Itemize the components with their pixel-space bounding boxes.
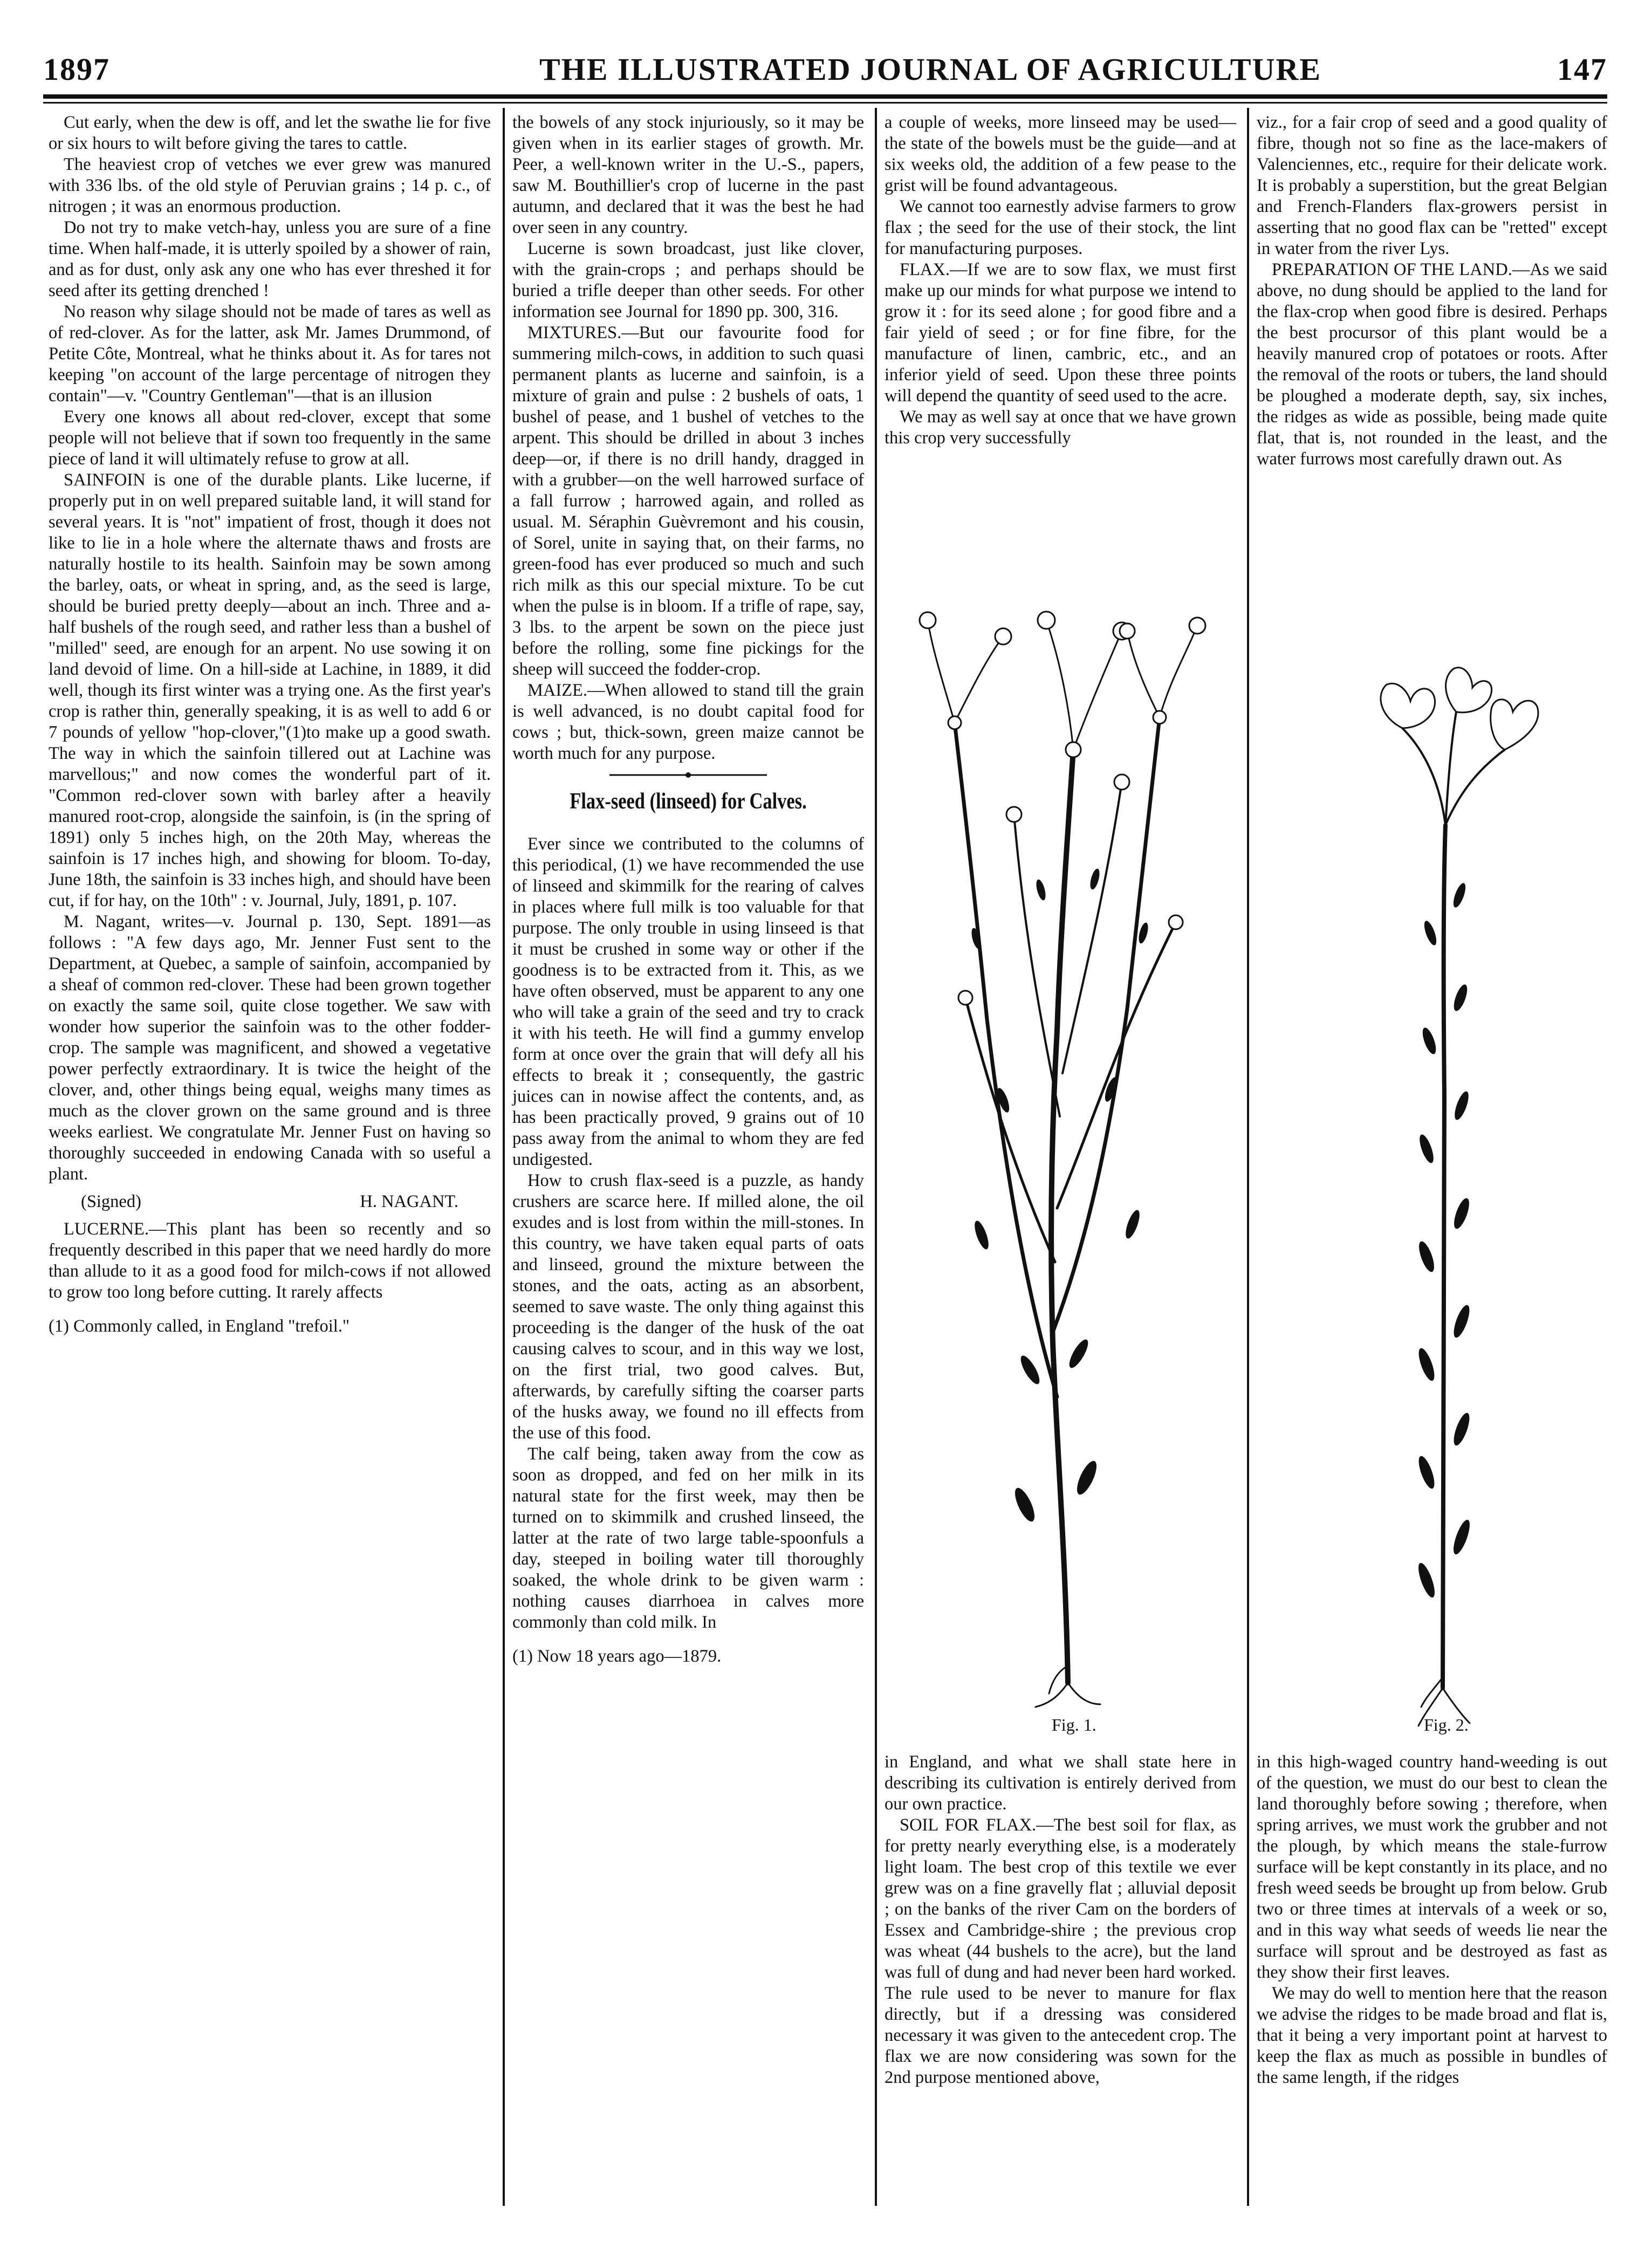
paragraph: viz., for a fair crop of seed and a good quality of fibre, though not so fine as the lace-makers of Valenciennes, etc., require for their delicate work. It is probably a superstition, but the great Belgian and French-Flanders flax-growers persist in asserting that no good flax can be "retted" except in water from the river Lys. [1257, 113, 1607, 258]
footnote: (1) Commonly called, in England "trefoil." [49, 1316, 350, 1336]
paragraph: FLAX.—If we are to sow flax, we must first make up our minds for what purpose we intend to grow it : for its seed alone ; for good fibre and a fair yield of seed ; or for fine fibre, for the manufacture of linen, cambric, etc., and an inferior yield of seed. Upon these three points will depend the quantity of seed used to the acre. [885, 260, 1236, 406]
column-4-top [1257, 112, 1607, 470]
page-number: 147 [1557, 52, 1607, 87]
paragraph: the bowels of any stock injuriously, so it may be given when in its earlier stages of growth. Mr. Peer, a well-known writer in the U.-S., papers, saw M. Bouthillier's crop of lucerne in the past autumn, and declared that it was the best he had over seen in any country. [512, 113, 864, 237]
column-rule-1 [503, 108, 505, 2206]
signature-line [49, 1185, 491, 1219]
paragraph: a couple of weeks, more linseed may be used—the state of the bowels must be the guide—and at six weeks old, the addition of a few pease to the grist will be found advantageous. [885, 113, 1236, 195]
header-rule-thick [43, 94, 1607, 99]
ornament-rule [512, 764, 864, 786]
signed-label: (Signed) [81, 1192, 141, 1211]
journal-title: THE ILLUSTRATED JOURNAL OF AGRICULTURE [539, 52, 1322, 87]
section-ornament [512, 764, 864, 786]
paragraph: The calf being, taken away from the cow as soon as dropped, and fed on her milk in its natural state for the first week, may then be turned on to skimmilk and crushed linseed, the latter at the rate of two large table-spoonfuls a day, steeped in boiling water till thoroughly soaked, the whole drink to be given warm : nothing causes diarrhoea in calves more commonly than cold milk. In [512, 1444, 864, 1632]
figure-1-caption: Fig. 1. [1052, 1715, 1096, 1734]
paragraph: in England, and what we shall state here in describing its cultivation is entirely derived from our own practice. [885, 1752, 1236, 1814]
paragraph: Do not try to make vetch-hay, unless you are sure of a fine time. When half-made, it is utterly spoiled by a shower of rain, and as for dust, only ask any one who has ever threshed it for seed after its getting drenched ! [49, 218, 491, 300]
article-title: Flax-seed (linseed) for Calves. [570, 789, 807, 814]
paragraph: MIXTURES.—But our favourite food for summering milch-cows, in addition to such quasi permanent plants as lucerne and sainfoin, is a mixture of grain and pulse : 2 bushels of oats, 1 bushel of pease, and 1 bushel of vetches to the arpent. This should be drilled in about 3 inches deep—or, if there is no drill handy, dragged in with a grubber—on the well harrowed surface of a fall furrow ; harrowed again, and rolled as usual. M. Séraphin Guèvremont and his cousin, of Sorel, unite in saying that, on their farms, no green-food has ever produced so much and such rich milk as this our special mixture. To be cut when the pulse is in bloom. If a trifle of rape, say, 3 lbs. to the arpent be sown on the piece just before the rolling, some fine pickings for the sheep will succeed the fodder-crop. [512, 323, 864, 679]
paragraph: SAINFOIN is one of the durable plants. Like lucerne, if properly put in on well prepared suitable land, it will stand for several years. It is "not" impatient of frost, though it does not like to lie in a hole where the alternate thaws and frosts are naturally hostile to its health. Sainfoin may be sown among the barley, oats, or wheat in spring, and, as the seed is large, should be buried pretty deeply—about an inch. Three and a-half bushels of the rough seed, and rather less than a bushel of "milled" seed, are enough for an arpent. No use sowing it on land devoid of lime. On a hill-side at Lachine, in 1889, it did well, though its first winter was a trying one. As the first year's crop is rather thin, generally speaking, it is as well to add 6 or 7 pounds of yellow "hop-clover,"(1)to make up a good swath. The way in which the sainfoin tillered out at Lachine was marvellous;" and now comes the wonderful part of it. "Common red-clover sown with barley after a heavily manured root-crop, alongside the sainfoin, is (in the spring of 1891) only 5 inches high, on the 20th May, whereas the sainfoin is 17 inches high, and showing for bloom. To-day, June 18th, the sainfoin is 33 inches high, and should have been cut, if for hay, on the 10th" : v. Journal, July, 1891, p. 107. [49, 470, 491, 910]
paragraph: No reason why silage should not be made of tares as well as of red-clover. As for the latter, ask Mr. James Drummond, of Petite Côte, Montreal, what he thinks about it. As for tares not keeping "on account of the large percentage of nitrogen they contain"—v. "Country Gentleman"—that is an illusion [49, 302, 491, 406]
paragraph: LUCERNE.—This plant has been so recently and so frequently described in this paper that we need hardly do more than allude to it as a good food for milch-cows if not allowed to grow too long before cutting. It rarely affects [49, 1219, 491, 1302]
paragraph: PREPARATION OF THE LAND.—As we said above, no dung should be applied to the land for the flax-crop when good fibre is desired. Perhaps the best procursor of this plant would be a heavily manured crop of potatoes or roots. After the removal of the roots or tubers, the land should be ploughed a moderate depth, say, six inches, the ridges as wide as possible, being made quite flat, that is, not rounded in the least, and the water furrows most carefully drawn out. As [1257, 260, 1607, 469]
flax-plant-figure-1 [895, 588, 1240, 1710]
header-year: 1897 [43, 52, 110, 87]
paragraph: Ever since we contributed to the columns of this periodical, (1) we have recommended the use of linseed and skimmilk for the rearing of calves in places where full milk is too valuable for that purpose. The only trouble in using linseed is that it must be crushed in some way or other if the goodness is to be extracted from it. This, as we have often observed, must be apparent to any one who will take a grain of the seed and try to crack it with his teeth. He will find a gummy envelop form at once over the grain that will defy all his effects to break it ; consequently, the gastric juices can in nowise affect the contents, and, as has been practically proved, 9 grains out of 10 pass away from the animal to whom they are fed undigested. [512, 834, 864, 1169]
paragraph: How to crush flax-seed is a puzzle, as handy crushers are scarce here. If milled alone, the oil exudes and is lost from within the mill-stones. In this country, we have taken equal parts of oats and linseed, ground the mixture between the stones, and the oats, acting as an absorbent, seemed to save waste. The only thing against this proceeding is the danger of the husk of the oat causing calves to scour, and in this way we lost, on the first trial, two good calves. But, afterwards, by carefully sifting the coarser parts of the husks away, we found no ill effects from the use of this food. [512, 1171, 864, 1443]
paragraph: Cut early, when the dew is off, and let the swathe lie for five or six hours to wilt before giving the tares to cattle. [49, 113, 491, 153]
header-rule-thin [43, 102, 1607, 104]
column-1 [49, 112, 491, 1337]
paragraph: We may do well to mention here that the reason we advise the ridges to be made broad and flat is, that it being a very important point at harvest to keep the flax as much as possible in bundles of the same length, if the ridges [1257, 1984, 1607, 2087]
paragraph: MAIZE.—When allowed to stand till the grain is well advanced, is no doubt capital food for cows ; but, thick-sown, green maize cannot be worth much for any purpose. [512, 681, 864, 763]
column-3-bottom [885, 1752, 1236, 2088]
flax-plant-figure-2 [1316, 663, 1569, 1731]
column-2 [512, 112, 864, 1667]
figure-2-caption: Fig. 2. [1424, 1715, 1469, 1734]
paragraph: We may as well say at once that we have grown this crop very successfully [885, 407, 1236, 448]
paragraph: M. Nagant, writes—v. Journal p. 130, Sept. 1891—as follows : "A few days ago, Mr. Jenner Fust sent to the Department, at Quebec, a sample of sainfoin, accompanied by a sheaf of common red-clover. These had been grown together on exactly the same soil, quite close together. We saw with wonder how superior the sainfoin was to the other fodder-crop. The sample was magnificent, and showed a vegetative power perfectly extraordinary. It is twice the height of the clover, and, other things being equal, weighs many times as much as the clover grown on the same ground and is three weeks earliest. We congratulate Mr. Jenner Fust on having so thoroughly succeeded in endowing Canada with so useful a plant. [49, 912, 491, 1184]
paragraph: The heaviest crop of vetches we ever grew was manured with 336 lbs. of the old style of Peruvian grains ; 14 p. c., of nitrogen ; it was an enormous production. [49, 155, 491, 216]
paragraph: SOIL FOR FLAX.—The best soil for flax, as for pretty nearly everything else, is a moderately light loam. The best crop of this textile we ever grew was on a fine gravelly flat ; alluvial deposit ; on the banks of the river Cam on the borders of Essex and Cambridge-shire ; the previous crop was wheat (44 bushels to the acre), but the land was full of dung and had never been hard worked. The rule used to be never to manure for flax directly, but if a dressing was considered necessary it was given to the antecedent crop. The flax we are now considering was sown for the 2nd purpose mentioned above, [885, 1815, 1236, 2087]
paragraph: Every one knows all about red-clover, except that some people will not believe that if sown too frequently in the same piece of land it will ultimately refuse to grow at all. [49, 407, 491, 469]
column-rule-3 [1247, 108, 1249, 2206]
signature-name: H. NAGANT. [360, 1192, 458, 1211]
column-rule-2 [875, 108, 877, 2206]
paragraph: We cannot too earnestly advise farmers to grow flax ; the seed for the use of their stock, the lint for manufacturing purposes. [885, 197, 1236, 258]
footnote: (1) Now 18 years ago—1879. [512, 1647, 722, 1666]
column-3-top [885, 112, 1236, 449]
paragraph: Lucerne is sown broadcast, just like clover, with the grain-crops ; and perhaps should be buried a trifle deeper than other seeds. For other information see Journal for 1890 pp. 300, 316. [512, 239, 864, 321]
page-header [43, 51, 1607, 100]
column-4-bottom [1257, 1752, 1607, 2088]
paragraph: in this high-waged country hand-weeding is out of the question, we must do our best to clean the land thoroughly before sowing ; therefore, when spring arrives, we must work the grubber and not the plough, by which means the stale-furrow surface will be kept constantly in its place, and no fresh weed seeds be brought up from below. Grub two or three times at intervals of a week or so, and in this way what seeds of weeds lie near the surface will sprout and be destroyed as fast as they show their first leaves. [1257, 1752, 1607, 1982]
